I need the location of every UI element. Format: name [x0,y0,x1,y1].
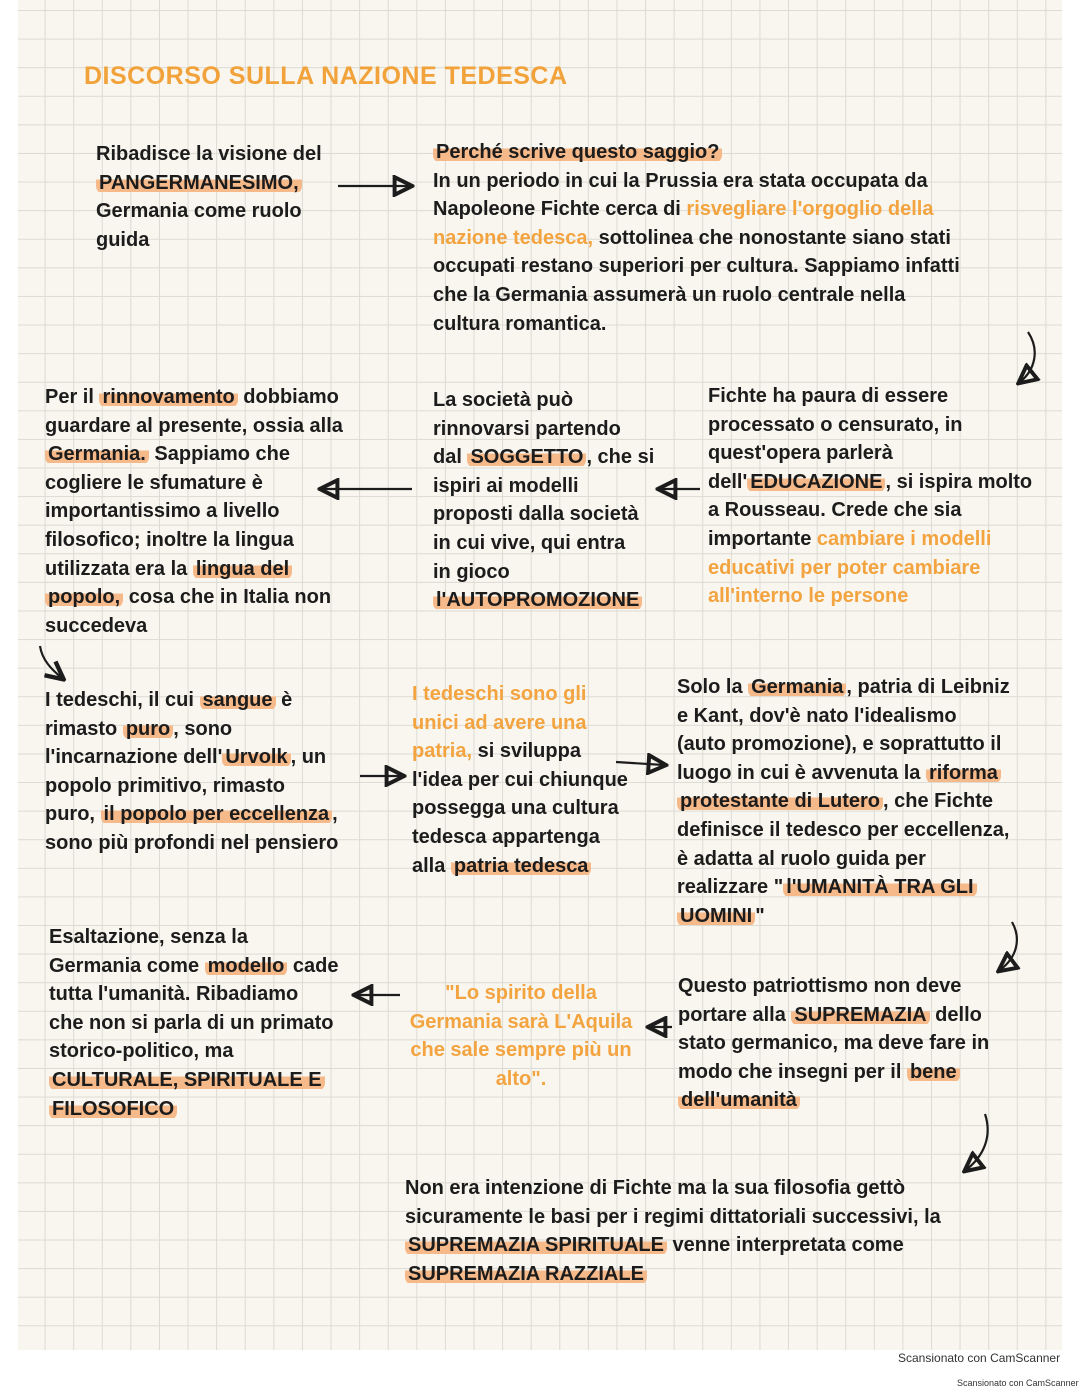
patriottismo-note [678,972,989,1115]
highlighted-text: Germania [748,676,846,698]
text-line [395,1008,647,1037]
text-line [405,1203,941,1232]
text-line [708,439,1032,468]
text-segment: modo che insegni per il [678,1060,907,1083]
orange-text: all'interno le persone [708,585,909,608]
text-segment: definisce il tedesco per eccellenza, [677,818,1010,841]
highlighted-text: il popolo per eccellenza [101,803,333,825]
patria-note [412,680,628,880]
text-line [677,845,1010,874]
text-segment: portare alla [678,1003,792,1026]
text-line [678,1001,989,1030]
orange-text: Germania sarà L'Aquila [409,1010,633,1033]
highlighted-text: Perché scrive questo saggio? [433,141,722,163]
text-segment: filosofico; inoltre la lingua [45,528,294,551]
text-line [45,412,343,441]
text-line [412,680,628,709]
text-segment: l'idea per cui chiunque [412,768,628,791]
text-line [678,1029,989,1058]
orange-text: I tedeschi sono gli [412,683,587,705]
text-line [433,500,654,529]
text-segment: luogo in cui è avvenuta la [677,761,926,784]
text-segment: alla [412,854,451,877]
highlighted-text: dell'umanità [678,1089,800,1111]
text-segment: Germania come ruolo [96,200,302,223]
text-line [433,586,654,615]
highlighted-text: UOMINI [677,905,755,927]
orange-text: educativi per poter cambiare [708,556,981,579]
text-line [395,1036,647,1065]
text-line [405,1174,941,1203]
text-line [433,443,654,472]
text-segment: dal [433,446,468,469]
text-segment: I tedeschi, il cui [45,689,200,711]
highlighted-text: EDUCAZIONE [747,471,885,493]
text-segment: importante [708,527,817,550]
text-line [412,852,628,881]
text-segment: succedeva [45,614,148,637]
pangermanesimo-note [96,140,322,254]
text-line [96,226,322,255]
text-line [405,1231,941,1260]
text-line [49,1037,338,1066]
text-line [45,829,338,858]
highlighted-text: puro [123,718,173,740]
highlighted-text: riforma [926,762,1001,784]
text-segment: possegga una cultura [412,797,619,820]
text-segment: , [332,803,338,826]
text-segment: dobbiamo [237,386,339,408]
text-segment: che la Germania assumerà un ruolo centrale nella [433,283,906,306]
orange-text: alto". [495,1067,547,1090]
highlighted-text: Urvolk [222,746,290,768]
text-line [45,383,343,412]
conclusione-note [405,1174,941,1288]
text-segment: processato o censurato, in [708,413,963,436]
highlighted-text: l'AUTOPROMOZIONE [433,589,642,611]
highlighted-text: Germania. [45,443,149,465]
societa-note [433,386,654,615]
text-line [45,526,343,555]
text-line [678,1058,989,1087]
text-segment: cosa che in Italia non [123,586,332,609]
text-segment: In un periodo in cui la Prussia era stata occupata da [433,169,928,192]
highlighted-text: SOGGETTO [467,446,586,468]
text-segment: Per il [45,386,100,408]
text-segment: importantissimo a livello [45,500,280,523]
text-segment: che non si parla di un primato [49,1011,334,1034]
text-segment: Fichte ha paura di essere [708,385,949,407]
page-title: DISCORSO SULLA NAZIONE TEDESCA [84,62,568,90]
text-segment: l'incarnazione dell' [45,746,223,769]
text-line [49,923,338,952]
text-line [45,497,343,526]
text-segment: Esaltazione, senza la [49,926,248,948]
camscanner-watermark: Scansionato con CamScanner [898,1351,1061,1365]
highlighted-text: sangue [200,689,276,711]
germania-guida-note [677,673,1010,930]
highlighted-text: SUPREMAZIA [791,1004,929,1026]
text-line [412,709,628,738]
text-line [45,469,343,498]
text-segment: storico-politico, ma [49,1040,234,1063]
text-line [49,980,338,1009]
text-segment: si sviluppa [472,740,581,763]
text-line [49,1095,338,1124]
orange-text: risvegliare l'orgoglio della [686,198,934,221]
rinnovamento-note [45,383,343,640]
text-line [433,167,960,196]
text-segment: cade [287,954,339,977]
text-line [677,873,1010,902]
text-line [433,558,654,587]
text-line [433,386,654,415]
text-segment: Solo la [677,676,749,698]
text-segment: rinnovarsi partendo [433,417,621,440]
text-segment: cultura romantica. [433,312,607,335]
orange-text: unici ad avere una [412,711,587,734]
text-segment: stato germanico, ma deve fare in [678,1032,990,1055]
text-segment: sono più profondi nel pensiero [45,831,339,854]
text-line [677,730,1010,759]
text-line [678,1086,989,1115]
text-segment: realizzare " [677,876,784,899]
text-segment: sottolinea che nonostante siano stati [593,226,951,249]
text-segment: rimasto [45,717,123,740]
highlighted-text: PANGERMANESIMO, [96,172,302,194]
text-line [405,1260,941,1289]
urvolk-note [45,686,338,858]
text-segment: , si ispira molto [885,470,1033,493]
esaltazione-note [49,923,338,1123]
camscanner-watermark-small: Scansionato con CamScanner [957,1378,1079,1388]
text-segment: e Kant, dov'è nato l'idealismo [677,704,957,727]
text-segment: La società può [433,389,574,411]
text-line [412,794,628,823]
highlighted-text: SUPREMAZIA RAZZIALE [405,1263,647,1285]
text-segment: guardare al presente, ossia alla [45,414,343,437]
text-line [708,554,1032,583]
text-line [433,252,960,281]
text-line [708,468,1032,497]
highlighted-text: FILOSOFICO [49,1098,177,1120]
text-line [433,415,654,444]
text-line [45,772,338,801]
text-line [395,979,647,1008]
text-line [45,612,343,641]
text-line [49,1009,338,1038]
text-segment: sicuramente le basi per i regimi dittatoriali successivi, la [405,1205,941,1228]
text-segment: quest'opera parlerà [708,442,893,465]
text-segment: Non era intenzione di Fichte ma la sua filosofia gettò [405,1177,906,1199]
text-segment: Ribadisce la visione del [96,143,322,165]
text-line [412,823,628,852]
text-line [433,281,960,310]
text-segment: , patria di Leibniz [846,676,1010,698]
orange-text: "Lo spirito della [445,982,597,1004]
text-line [412,737,628,766]
orange-text: nazione tedesca, [433,226,594,249]
highlighted-text: bene [907,1061,960,1083]
text-line [96,169,322,198]
text-line [96,140,322,169]
text-segment: puro, [45,803,101,826]
text-segment: Germania come [49,954,205,977]
text-line [49,1066,338,1095]
text-segment: occupati restano superiori per cultura. Sappiamo infatti [433,255,960,278]
highlighted-text: rinnovamento [99,386,237,408]
highlighted-text: CULTURALE, SPIRITUALE E [49,1069,325,1091]
text-segment: tedesca appartenga [412,825,600,848]
orange-text: cambiare i modelli [816,527,992,550]
orange-text: patria, [412,740,473,763]
text-segment: ispiri ai modelli [433,474,579,497]
text-segment: , un [290,746,327,769]
text-segment: tutta l'umanità. Ribadiamo [49,983,299,1006]
text-line [45,715,338,744]
text-segment: dell' [708,470,748,493]
text-line [395,1065,647,1094]
text-line [708,582,1032,611]
text-segment: dello [929,1003,982,1026]
text-line [708,525,1032,554]
highlighted-text: l'UMANITÀ TRA GLI [783,876,976,898]
text-line [45,583,343,612]
text-line [45,686,338,715]
text-line [433,195,960,224]
text-segment: , che Fichte [883,790,994,813]
text-line [433,224,960,253]
text-segment: è adatta al ruolo guida per [677,847,926,870]
highlighted-text: protestante di Lutero [677,790,883,812]
text-line [45,440,343,469]
highlighted-text: popolo, [45,586,123,608]
text-segment: in cui vive, qui entra [433,531,626,554]
text-segment: proposti dalla società [433,503,639,526]
text-segment: guida [96,228,150,251]
highlighted-text: modello [205,955,288,977]
text-line [96,197,322,226]
text-line [678,972,989,1001]
orange-text: che sale sempre più un [410,1039,632,1062]
text-line [708,496,1032,525]
text-segment: in gioco [433,560,510,583]
text-line [677,759,1010,788]
text-line [677,787,1010,816]
text-segment: (auto promozione), e soprattutto il [677,733,1002,756]
highlighted-text: patria tedesca [451,855,592,877]
text-segment: , che si [586,446,655,469]
aquila-quote [395,979,647,1093]
text-segment: è [275,689,293,711]
text-segment: utilizzata era la [45,557,193,580]
text-segment: Questo patriottismo non deve [678,975,962,997]
text-line [433,472,654,501]
text-segment: a Rousseau. Crede che sia [708,499,962,522]
highlighted-text: SUPREMAZIA SPIRITUALE [405,1234,667,1256]
text-segment: popolo primitivo, rimasto [45,774,286,797]
text-segment: venne interpretata come [666,1234,904,1257]
text-line [45,743,338,772]
text-line [708,382,1032,411]
text-line [677,902,1010,931]
text-line [433,310,960,339]
text-line [45,555,343,584]
educazione-note [708,382,1032,611]
why-essay-note [433,138,960,338]
highlighted-text: lingua del [193,558,292,580]
text-segment: Sappiamo che [148,443,290,466]
text-line [677,702,1010,731]
text-line [708,411,1032,440]
text-segment: " [755,904,765,927]
text-segment: cogliere le sfumature è [45,471,263,494]
text-line [677,673,1010,702]
text-line [433,529,654,558]
text-line [433,138,960,167]
text-segment: , sono [173,717,233,740]
text-line [45,800,338,829]
text-segment: Napoleone Fichte cerca di [433,198,687,221]
text-line [677,816,1010,845]
text-line [412,766,628,795]
text-line [49,952,338,981]
